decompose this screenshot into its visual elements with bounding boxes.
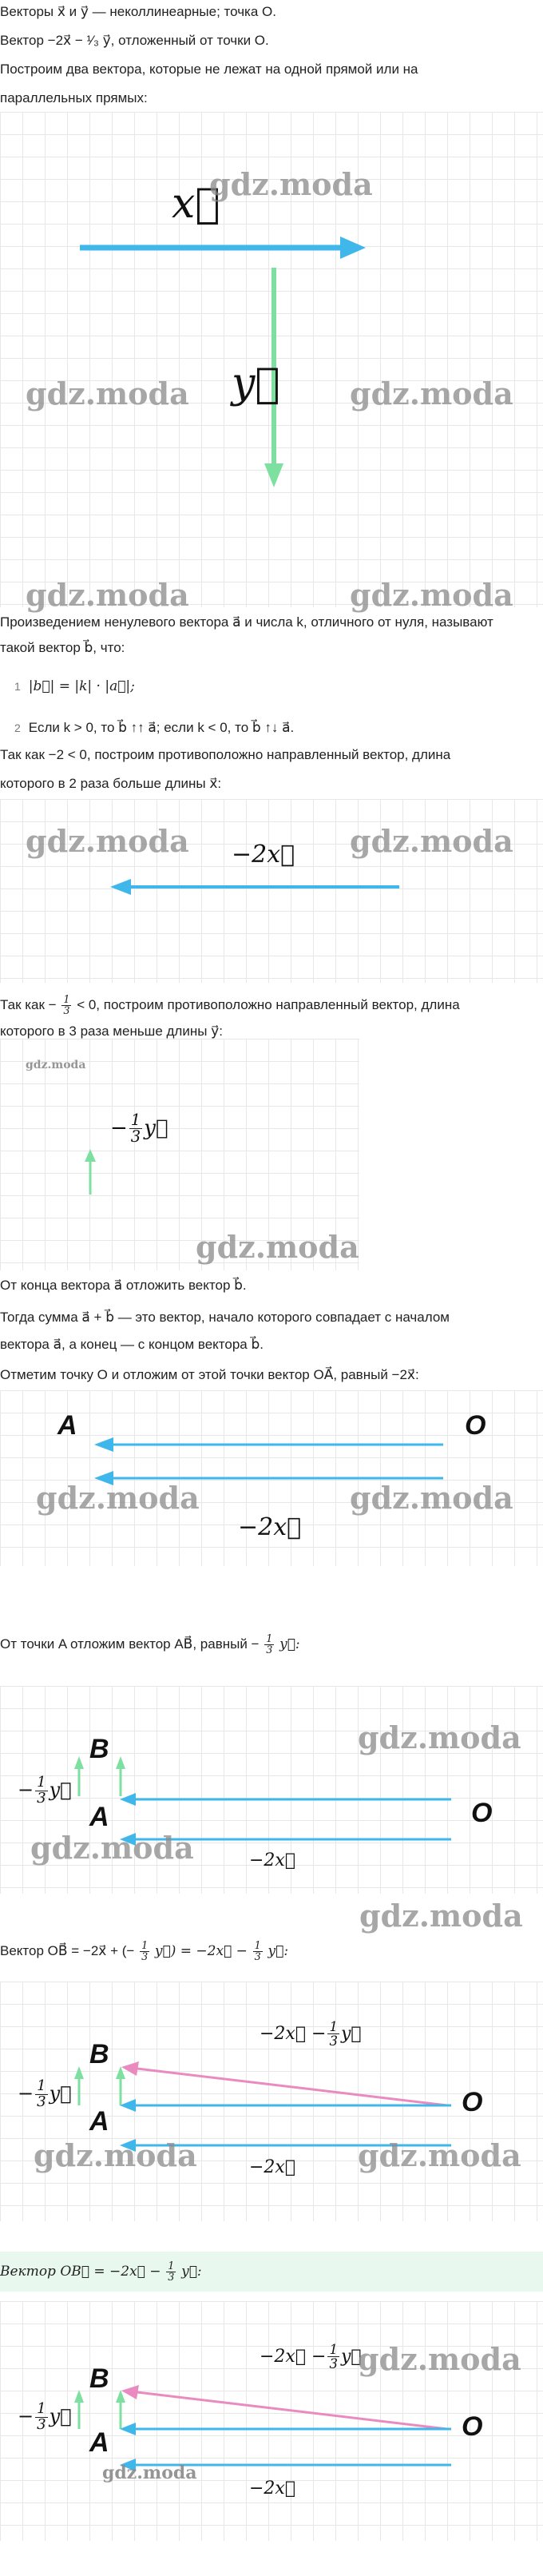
fraction-denominator: 3 bbox=[63, 1005, 70, 1018]
step-text-line-1: Так как −2 < 0, построим противоположно направленный вектор, длина bbox=[0, 747, 451, 762]
arrowhead bbox=[94, 1437, 113, 1452]
watermark: gdz.moda bbox=[350, 1480, 513, 1516]
y-symbol: y⃗ bbox=[49, 1778, 72, 1801]
arrowhead bbox=[74, 1756, 84, 1769]
intro-line-3: Построим два вектора, которые не лежат на одной прямой или на bbox=[0, 62, 418, 77]
watermark: gdz.moda bbox=[26, 823, 189, 859]
fraction-numerator: 1 bbox=[329, 2019, 338, 2034]
text-part: y⃗: bbox=[181, 2264, 202, 2280]
fraction-denominator: 3 bbox=[37, 2093, 46, 2110]
text-part: < 0, построим противоположно направленный вектор, длина bbox=[77, 997, 460, 1012]
vector-minus-third-y-arrowhead bbox=[85, 1149, 96, 1162]
watermark: gdz.moda bbox=[26, 577, 189, 613]
watermark: gdz.moda bbox=[350, 823, 513, 859]
step-text-line-3 bbox=[0, 989, 460, 1021]
fraction-numerator: 1 bbox=[266, 1632, 273, 1645]
point-o: O bbox=[462, 2411, 483, 2442]
vector-y-arrowhead bbox=[264, 463, 283, 487]
y-symbol: y⃗ bbox=[49, 2081, 72, 2105]
step-text-line-2: которого в 2 раза больше длины x⃗: bbox=[0, 776, 222, 791]
fraction-numerator: 1 bbox=[329, 2342, 338, 2357]
fraction bbox=[35, 2402, 47, 2433]
point-a: A bbox=[89, 2106, 109, 2137]
watermark: gdz.moda bbox=[36, 1480, 200, 1516]
fraction-denominator: 3 bbox=[130, 1127, 141, 1147]
text-part: Так как − bbox=[0, 997, 57, 1012]
rule-line-2: Тогда сумма a⃗ + b⃗ — это вектор, начало которого совпадает с началом bbox=[0, 1310, 450, 1325]
watermark: gdz.moda bbox=[102, 2463, 197, 2483]
fraction-denominator: 3 bbox=[141, 1951, 149, 1964]
label-ob bbox=[260, 2020, 362, 2049]
watermark: gdz.moda bbox=[30, 1830, 194, 1866]
label-part: −2x⃗ − bbox=[260, 2023, 327, 2044]
minus-sign: − bbox=[18, 2404, 34, 2427]
vector-minus-2x-arrowhead bbox=[110, 879, 131, 895]
fraction-numerator: 1 bbox=[168, 2260, 175, 2272]
arrowhead bbox=[74, 2390, 84, 2403]
watermark: gdz.moda bbox=[350, 376, 513, 411]
minus-sign: − bbox=[110, 1115, 128, 1140]
label-ob bbox=[260, 2343, 362, 2371]
fraction-numerator: 1 bbox=[254, 1939, 261, 1952]
fraction-numerator: 1 bbox=[37, 2400, 46, 2417]
label-minus-2x: −2x⃗ bbox=[232, 841, 295, 869]
watermark: gdz.moda bbox=[26, 376, 189, 411]
fraction-denominator: 3 bbox=[168, 2272, 175, 2284]
arrowhead bbox=[121, 2385, 139, 2399]
fraction bbox=[327, 2343, 339, 2371]
watermark: gdz.moda bbox=[358, 2137, 521, 2173]
text-part: y⃗: bbox=[279, 1636, 300, 1652]
y-symbol: y⃗ bbox=[49, 2404, 72, 2427]
fraction-denominator: 3 bbox=[329, 2356, 338, 2372]
text-part: От точки A отложим вектор AB⃗, равный − bbox=[0, 1636, 260, 1652]
list-number: 2 bbox=[14, 722, 21, 734]
point-a: A bbox=[57, 1410, 77, 1441]
fraction-denominator: 3 bbox=[254, 1951, 261, 1964]
fraction-numerator: 1 bbox=[37, 2077, 46, 2094]
fraction-denominator: 3 bbox=[37, 2415, 46, 2433]
definition-line-1: Произведением ненулевого вектора a⃗ и числа k, отличного от нуля, называют bbox=[0, 614, 493, 630]
fraction-numerator: 1 bbox=[130, 1111, 141, 1129]
fraction bbox=[140, 1941, 149, 1963]
watermark: gdz.moda bbox=[34, 2137, 197, 2173]
label-minus-third-y bbox=[18, 1775, 72, 1807]
minus-sign: − bbox=[18, 1778, 34, 1801]
vector-ob bbox=[137, 2069, 447, 2105]
vector-ob bbox=[137, 2392, 447, 2429]
fraction bbox=[166, 2261, 176, 2284]
point-b: B bbox=[89, 2039, 109, 2069]
fraction-numerator: 1 bbox=[141, 1939, 149, 1952]
fraction bbox=[253, 1941, 263, 1963]
text-part: y⃗: bbox=[268, 1943, 289, 1959]
label-x: x⃗ bbox=[172, 180, 220, 228]
arrowhead bbox=[120, 2099, 136, 2112]
point-o: O bbox=[462, 2087, 483, 2117]
arrowhead bbox=[120, 1793, 136, 1806]
step-text-line-4: которого в 3 раза меньше длины y⃗: bbox=[0, 1024, 223, 1039]
label-minus-2x: −2x⃗ bbox=[249, 2157, 296, 2177]
arrowhead bbox=[120, 2423, 136, 2435]
minus-sign: − bbox=[18, 2081, 34, 2105]
fraction-numerator: 1 bbox=[37, 1774, 46, 1791]
text-part: Вектор OB⃗ = −2x⃗ + (− bbox=[0, 1943, 135, 1958]
watermark: gdz.moda bbox=[358, 1719, 521, 1755]
watermark: gdz.moda bbox=[358, 2341, 521, 2377]
result-line bbox=[0, 2255, 202, 2288]
list-text: |b⃗| = |k| · |a⃗|; bbox=[28, 678, 135, 694]
fraction bbox=[35, 1775, 47, 1807]
list-text: Если k > 0, то b⃗ ↑↑ a⃗; если k < 0, то b⃗ ↑↓ a⃗. bbox=[28, 720, 295, 735]
label-part: −2x⃗ − bbox=[260, 2346, 327, 2367]
fraction bbox=[129, 1112, 142, 1146]
fraction bbox=[264, 1634, 274, 1656]
fraction bbox=[61, 995, 71, 1017]
fraction-denominator: 3 bbox=[329, 2033, 338, 2049]
point-o: O bbox=[471, 1798, 493, 1828]
definition-item-2 bbox=[14, 719, 294, 737]
point-a: A bbox=[89, 1802, 109, 1832]
definition-line-2: такой вектор b⃗, что: bbox=[0, 640, 125, 655]
arrowhead bbox=[121, 2061, 139, 2076]
watermark: gdz.moda bbox=[26, 1059, 86, 1071]
watermark: gdz.moda bbox=[350, 577, 513, 613]
text-part: Вектор OB⃗ = −2x⃗ − bbox=[0, 2264, 161, 2280]
text-part: y⃗) = −2x⃗ − bbox=[154, 1943, 248, 1959]
fraction-denominator: 3 bbox=[37, 1789, 46, 1807]
step-text-line-5: Отметим точку O и отложим от этой точки вектор OA⃗, равный −2x⃗: bbox=[0, 1367, 419, 1382]
intro-line-1: Векторы x⃗ и y⃗ — неколлинеарные; точка O. bbox=[0, 4, 276, 19]
rule-line-1: От конца вектора a⃗ отложить вектор b⃗. bbox=[0, 1278, 247, 1293]
label-minus-2x: −2x⃗ bbox=[238, 1513, 302, 1541]
definition-item-1 bbox=[14, 678, 135, 695]
y-symbol: y⃗ bbox=[340, 2346, 362, 2367]
point-o: O bbox=[465, 1410, 486, 1441]
fraction-denominator: 3 bbox=[266, 1644, 273, 1657]
watermark: gdz.moda bbox=[209, 166, 373, 202]
fraction bbox=[327, 2020, 339, 2049]
label-minus-third-y bbox=[18, 2402, 72, 2433]
rule-line-3: вектора a⃗, а конец — с концом вектора b⃗. bbox=[0, 1337, 264, 1352]
label-minus-third-y bbox=[110, 1112, 168, 1146]
step-text-line-6 bbox=[0, 1628, 300, 1660]
vector-x-arrowhead bbox=[340, 237, 366, 259]
point-a: A bbox=[89, 2427, 109, 2458]
label-minus-2x: −2x⃗ bbox=[249, 2479, 296, 2498]
label-minus-third-y bbox=[18, 2079, 72, 2110]
y-symbol: y⃗ bbox=[340, 2023, 362, 2044]
point-b: B bbox=[89, 1734, 109, 1764]
watermark: gdz.moda bbox=[359, 1898, 523, 1934]
label-y: y⃗ bbox=[232, 360, 280, 407]
list-number: 1 bbox=[14, 680, 21, 693]
label-minus-2x: −2x⃗ bbox=[249, 1851, 296, 1870]
intro-line-2: Вектор −2x⃗ − ¹⁄₃ y⃗, отложенный от точки O. bbox=[0, 33, 269, 48]
watermark: gdz.moda bbox=[196, 1229, 359, 1265]
fraction bbox=[35, 2079, 47, 2110]
arrowhead bbox=[116, 1756, 125, 1769]
step-text-line-7 bbox=[0, 1934, 288, 1969]
arrowhead bbox=[74, 2066, 84, 2079]
point-b: B bbox=[89, 2363, 109, 2394]
intro-line-4: параллельных прямых: bbox=[0, 90, 148, 105]
fraction-numerator: 1 bbox=[63, 993, 70, 1006]
y-symbol: y⃗ bbox=[144, 1115, 168, 1140]
